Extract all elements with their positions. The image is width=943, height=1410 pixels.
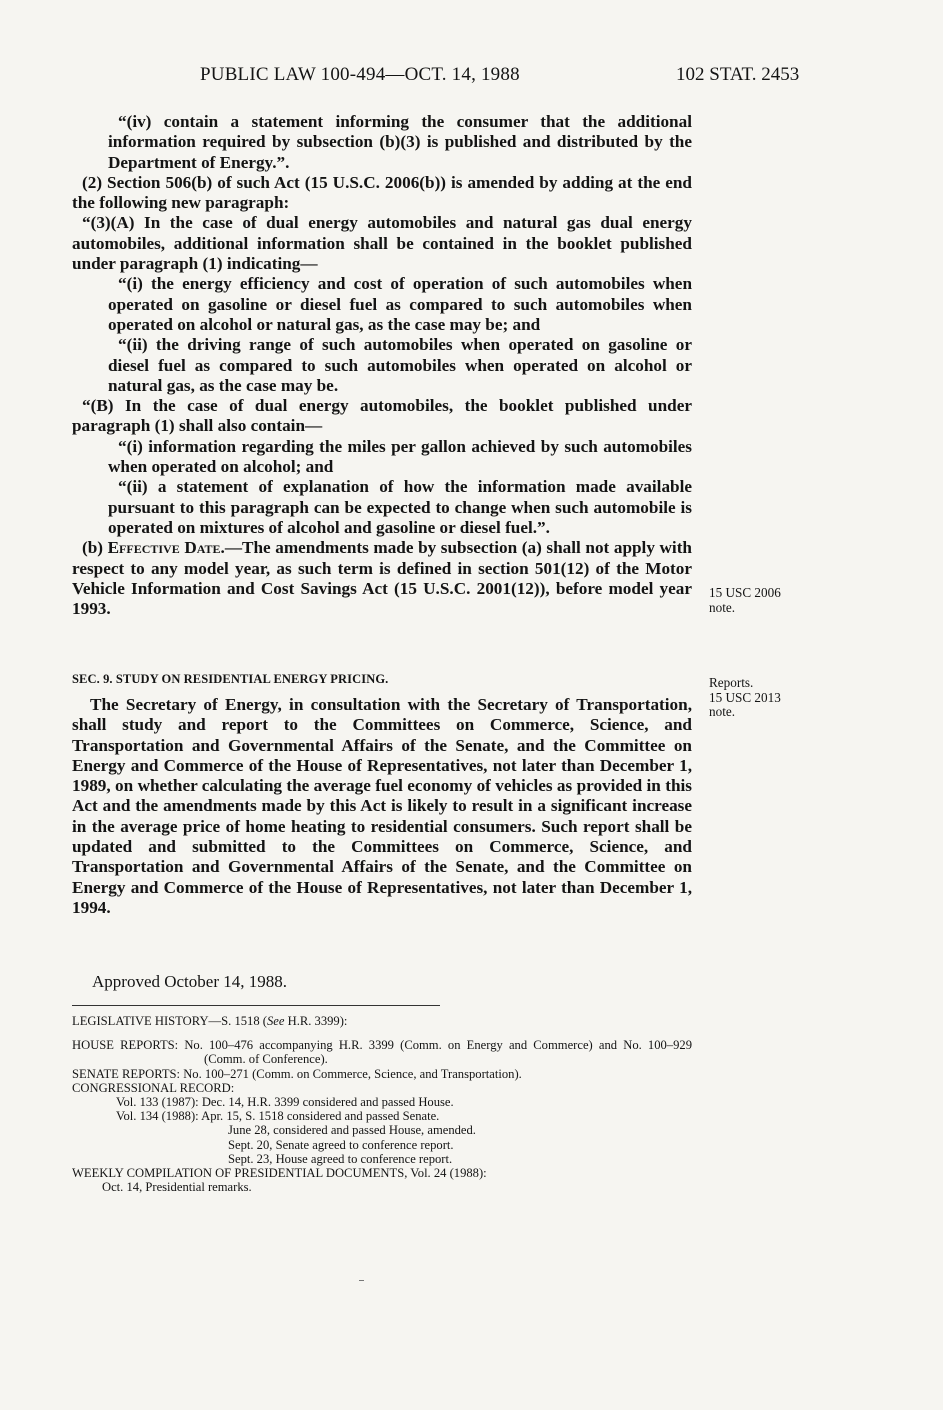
clause-iv: “(iv) contain a statement informing the consumer that the additional information required by subsection (b)(3) is published and distributed by the Department of Energy.”. <box>108 112 692 172</box>
house-reports: HOUSE REPORTS: No. 100–476 accompanying H.R. 3399 (Comm. on Energy and Commerce) and No. 100–929 (Comm. of Conference). <box>72 1038 692 1067</box>
senate-reports: SENATE REPORTS: No. 100–271 (Comm. on Commerce, Science, and Transportation). <box>72 1066 522 1081</box>
legislative-history-title-end: H.R. 3399): <box>284 1014 348 1028</box>
subsection-b-heading: Effective Date. <box>107 538 225 558</box>
legislative-history <box>72 1014 692 1194</box>
page-mark <box>359 1280 364 1281</box>
weekly-compilation-item: Oct. 14, Presidential remarks. <box>102 1180 252 1195</box>
page-header-stat: 102 STAT. 2453 <box>676 64 800 85</box>
approval-date: Approved October 14, 1988. <box>92 972 287 991</box>
record-vol-134: Vol. 134 (1988): Apr. 15, S. 1518 considered and passed Senate. <box>116 1109 440 1124</box>
divider-rule <box>72 1005 440 1006</box>
page-header-title: PUBLIC LAW 100-494—OCT. 14, 1988 <box>200 64 520 85</box>
clause-3a-i: “(i) the energy efficiency and cost of operation of such automobiles when operated on gasoline or diesel fuel as compared to such automobiles when operated on alcohol or natural gas, as the case may be; and <box>108 274 692 334</box>
paragraph-3b: “(B) In the case of dual energy automobiles, the booklet published under paragraph (1) shall also contain— <box>72 396 692 436</box>
congressional-record: CONGRESSIONAL RECORD: <box>72 1080 235 1095</box>
subsection-b-label: (b) <box>82 538 108 558</box>
clause-3b-ii: “(ii) a statement of explanation of how the information made available pursuant to this paragraph can be expected to change when such automobile is operated on mixtures of alcohol and gasoline or diesel fuel.”. <box>108 477 692 537</box>
legislative-history-title <box>72 1014 692 1028</box>
clause-3a-ii: “(ii) the driving range of such automobiles when operated on gasoline or diesel fuel as compared to such automobiles when operated on alcohol or natural gas, as the case may be. <box>108 335 692 395</box>
section-9 <box>72 672 692 918</box>
subsection-b-text: —The amendments made by subsection (a) shall not apply with respect to any model year, as such term is defined in section 501(12) of the Motor Vehicle Information and Cost Savings Act (15 U.S.C. 2001(12)), before model year 1993. <box>72 538 692 619</box>
margin-note-reports <box>709 676 829 720</box>
margin-note-2-line-3: note. <box>709 704 736 719</box>
record-sept-23: Sept. 23, House agreed to conference report. <box>228 1151 453 1166</box>
legislative-history-title-main: LEGISLATIVE HISTORY—S. 1518 ( <box>72 1014 267 1028</box>
section-9-heading: SEC. 9. STUDY ON RESIDENTIAL ENERGY PRICING. <box>72 672 389 686</box>
statute-body <box>72 112 692 619</box>
clause-3b-i: “(i) information regarding the miles per gallon achieved by such automobiles when operated on alcohol; and <box>108 436 692 477</box>
record-sept-20: Sept. 20, Senate agreed to conference report. <box>228 1137 454 1152</box>
record-june-28: June 28, considered and passed House, amended. <box>228 1123 476 1138</box>
margin-note-1-line-1: 15 USC 2006 <box>709 585 781 600</box>
legislative-history-title-see: See <box>266 1014 285 1028</box>
margin-note-2-line-1: Reports. <box>709 675 754 690</box>
paragraph-2: (2) Section 506(b) of such Act (15 U.S.C. 2006(b)) is amended by adding at the end the following new paragraph: <box>72 172 692 213</box>
margin-note-1-line-2: note. <box>709 599 736 615</box>
weekly-compilation: WEEKLY COMPILATION OF PRESIDENTIAL DOCUMENTS, Vol. 24 (1988): <box>72 1166 487 1181</box>
margin-note-usc-2006 <box>709 586 829 615</box>
subsection-b <box>72 538 692 619</box>
record-vol-133: Vol. 133 (1987): Dec. 14, H.R. 3399 considered and passed House. <box>116 1095 454 1110</box>
section-9-text: The Secretary of Energy, in consultation with the Secretary of Transportation, shall study and report to the Committees on Commerce, Science, and Transportation and Governmental Affairs of the Senate, and the Committee on Energy and Commerce of the House of Representatives, not later than December 1, 1989, on whether calculating the average fuel economy of vehicles as provided in this Act and the amendments made by this Act is likely to result in a significant increase in the average price of home heating to residential consumers. Such report shall be updated and submitted to the Committees on Commerce, Science, and Transportation and Governmental Affairs of the Senate, and the Committee on Energy and Commerce of the House of Representatives, not later than December 1, 1994. <box>72 695 692 917</box>
paragraph-3a: “(3)(A) In the case of dual energy automobiles and natural gas dual energy automobiles, additional information shall be contained in the booklet published under paragraph (1) indicating— <box>72 213 692 274</box>
margin-note-2-line-2: 15 USC 2013 <box>709 689 781 705</box>
